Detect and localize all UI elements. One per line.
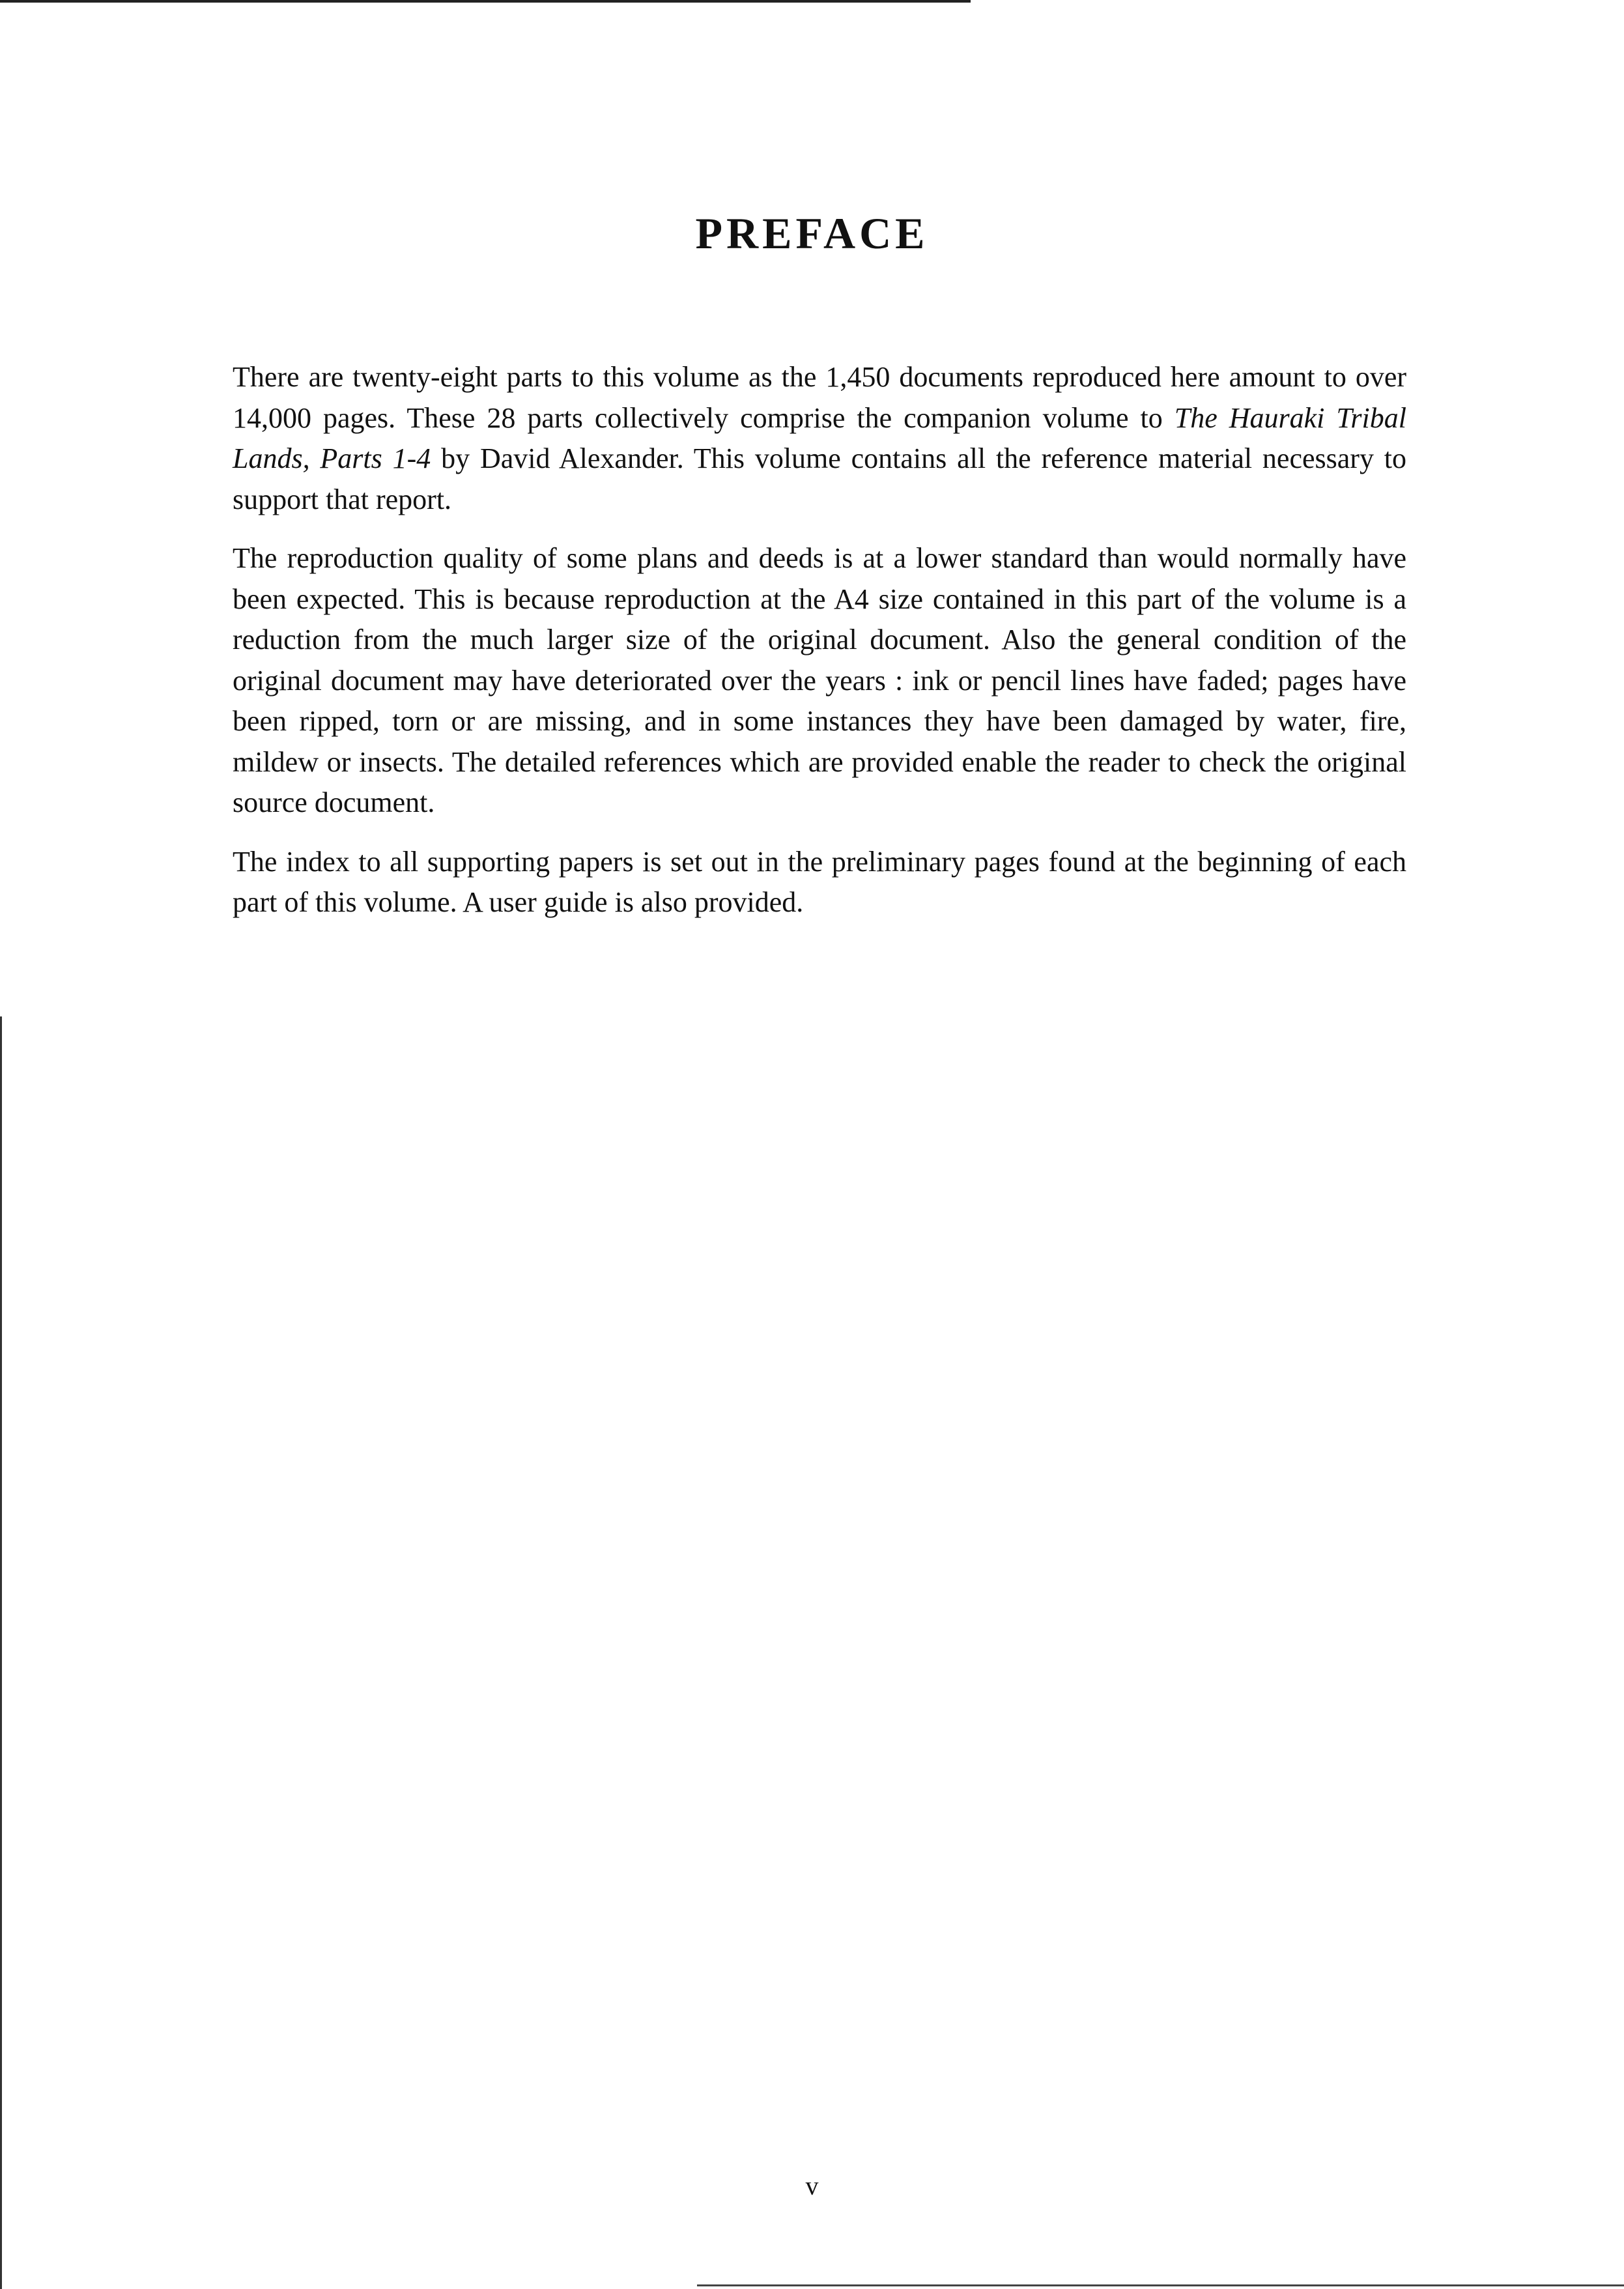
paragraph-2: The reproduction quality of some plans and deeds is at a lower standard than would normally have been expected. This is because reproduction at the A4 size contained in this part of the volume is a reduction from the much larger size of the original document. Also the general condition of the original document may have deteriorated over the years : ink or pencil lines have faded; pages have been ripped, torn or are missing, and in some instances they have been damaged by water, fire, mildew or insects. The detailed references which are provided enable the reader to check the original source document. <box>233 542 1406 818</box>
scan-edge-bottom <box>697 2284 1624 2286</box>
paragraph-1 <box>233 357 1406 520</box>
page-title: PREFACE <box>695 209 929 258</box>
scan-edge-left <box>0 1016 2 2289</box>
paragraph-1-lead: There are twenty-eight parts to this volume as the 1,450 documents reproduced here amount to over 14,000 pages. These 28 parts collectively comprise the companion volume to <box>233 361 1406 434</box>
paragraph-1-tail: by David Alexander. This volume contains all the reference material necessary to support that report. <box>233 442 1407 515</box>
page-number: v <box>805 2171 819 2200</box>
scan-edge-top <box>0 0 971 3</box>
preface-body <box>233 357 1406 942</box>
paragraph-3: The index to all supporting papers is set out in the preliminary pages found at the beginning of each part of this volume. A user guide is also provided. <box>233 845 1406 918</box>
book-title: The Hauraki Tribal Lands, Parts 1-4 <box>233 401 1406 474</box>
